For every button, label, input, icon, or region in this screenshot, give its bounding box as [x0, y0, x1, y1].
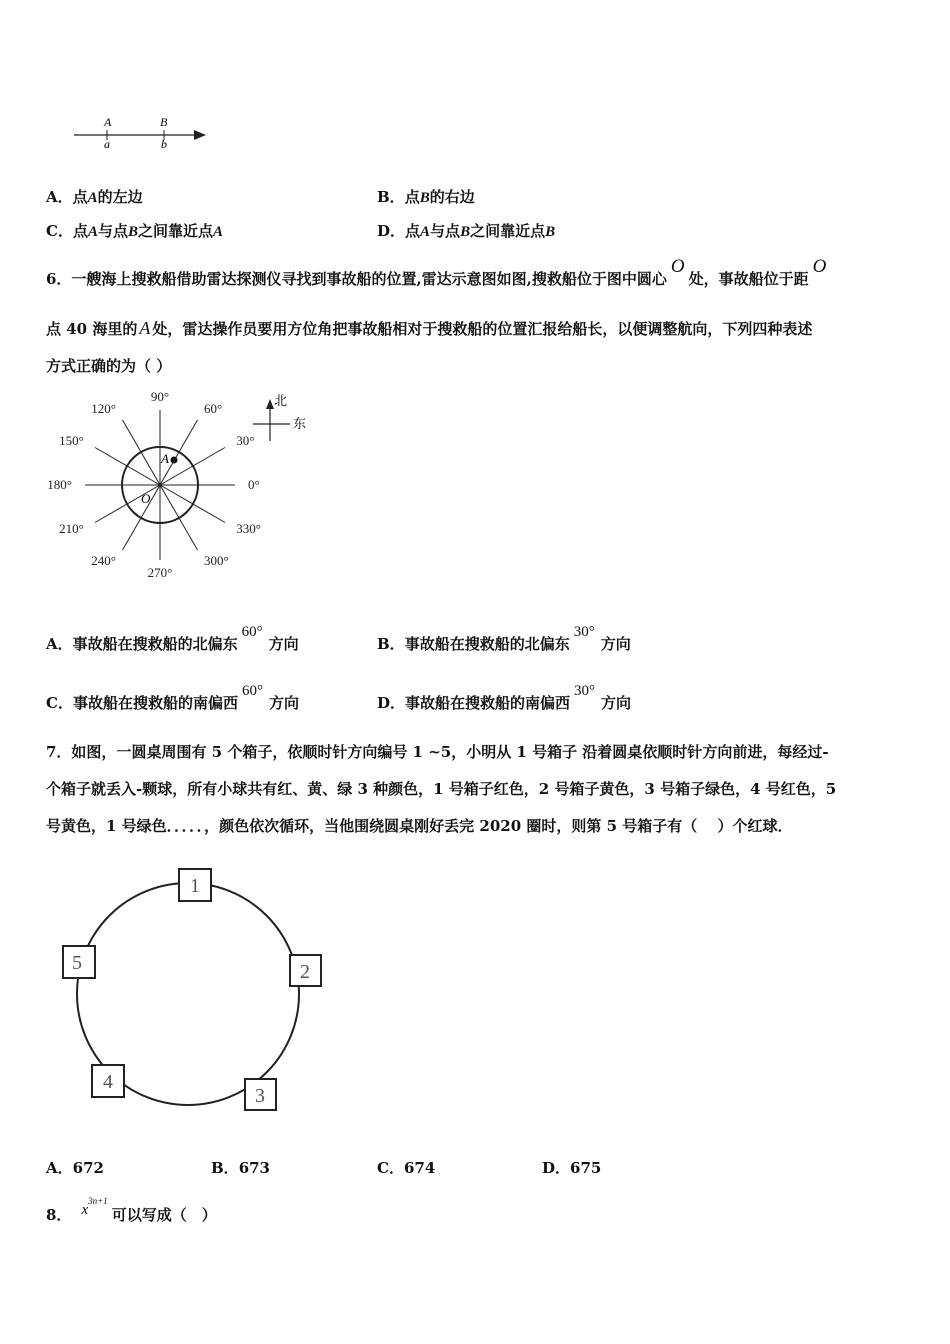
label-B: B — [160, 115, 168, 129]
option-letter: D． — [542, 1159, 571, 1177]
q5-option-C[interactable]: C．点A与点B之间靠近点A — [46, 222, 224, 240]
number-line-figure — [60, 110, 220, 155]
label-b: b — [161, 137, 167, 151]
option-letter: A． — [46, 1159, 73, 1177]
option-letter: C． — [46, 222, 73, 240]
q5-option-A[interactable]: A．点A的左边 — [46, 188, 143, 206]
svg-text:3: 3 — [255, 1085, 265, 1107]
q7-stem-line3: 号黄色，1 号绿色．．．．．，颜色依次循环，当他围绕圆桌刚好丢完 2020 圈时，则第 5 号箱子有（ ）个红球． — [46, 817, 793, 835]
option-letter: A． — [46, 635, 73, 653]
angle-label: 270° — [147, 565, 173, 580]
center-O-label: O — [141, 491, 151, 506]
q6-stem-line2: 点 40 海里的 A 处，雷达操作员要用方位角把事故船相对于搜救船的位置汇报给船长，以便调整航向，下列四种表述 — [46, 318, 813, 338]
angle-label: 210° — [59, 521, 84, 536]
angle-label: 120° — [91, 400, 116, 416]
round-table-diagram — [55, 862, 335, 1120]
svg-text:5: 5 — [72, 952, 82, 974]
q8-stem: 8． $x^{3n+1}$可以写成（ ） — [46, 1196, 217, 1224]
box-4 — [92, 1065, 124, 1097]
radar-bearing-lines — [85, 410, 235, 560]
option-letter: D． — [377, 694, 406, 712]
point-A-marker — [171, 457, 178, 464]
q6-option-B[interactable]: B．事故船在搜救船的北偏东30°方向 — [377, 624, 631, 653]
number-line-arrow — [194, 130, 206, 140]
box-1 — [179, 869, 211, 901]
angle-label: 30° — [236, 433, 255, 448]
q7-option-A[interactable]: A．672 — [46, 1159, 104, 1177]
q7-option-B[interactable]: B．673 — [211, 1159, 270, 1177]
q7-option-D[interactable]: D．675 — [542, 1159, 602, 1177]
q6-option-D[interactable]: D．事故船在搜救船的南偏西30°方向 — [377, 683, 632, 712]
option-letter: C． — [46, 694, 73, 712]
q7-option-C[interactable]: C．674 — [377, 1159, 436, 1177]
option-letter: B． — [377, 188, 405, 206]
symbol-O: O — [670, 256, 685, 277]
option-letter: A． — [46, 188, 73, 206]
option-letter: D． — [377, 222, 406, 240]
angle-label: 90° — [150, 389, 170, 404]
q6-stem-line1: 6．一艘海上搜救船借助雷达探测仪寻找到事故船的位置,雷达示意图如图,搜救船位于图中圆心O处，事故船位于距O — [46, 256, 827, 288]
power-expression: $x^{3n+1}$ — [81, 1196, 108, 1218]
angle-label: 180° — [47, 477, 72, 492]
q7-stem-line2: 个箱子就丢入-颗球，所有小球共有红、黄、绿 3 种颜色，1 号箱子红色，2 号箱子黄色，3 号箱子绿色，4 号红色，5 — [46, 780, 837, 798]
angle-label: 330° — [236, 521, 261, 536]
q5-option-D[interactable]: D．点A与点B之间靠近点B — [377, 222, 556, 240]
compass-east-label: 东 — [293, 417, 307, 432]
option-letter: C． — [377, 1159, 404, 1177]
angle-label: 0° — [248, 477, 260, 492]
svg-text:1: 1 — [190, 875, 200, 897]
symbol-A: A — [139, 318, 151, 338]
svg-text:4: 4 — [103, 1071, 113, 1093]
label-a: a — [104, 137, 110, 151]
radar-diagram — [40, 385, 330, 590]
q7-stem-line1: 7．如图，一圆桌周围有 5 个箱子，依顺时针方向编号 1 ~5，小明从 1 号箱子 沿着圆桌依顺时针方向前进，每经过- — [46, 743, 829, 761]
q6-option-C[interactable]: C．事故船在搜救船的南偏西60°方向 — [46, 683, 299, 712]
box-5 — [63, 946, 95, 978]
point-A-label: A — [161, 451, 169, 466]
q6-option-A[interactable]: A．事故船在搜救船的北偏东60°方向 — [46, 624, 299, 653]
box-2 — [290, 955, 321, 986]
compass-north-label: 北 — [274, 394, 288, 409]
symbol-O: O — [812, 256, 827, 277]
q5-option-B[interactable]: B．点B的右边 — [377, 188, 475, 206]
box-3 — [245, 1079, 276, 1110]
angle-label: 240° — [91, 553, 116, 569]
angle-label: 60° — [204, 400, 223, 416]
svg-text:2: 2 — [300, 961, 310, 983]
option-letter: B． — [377, 635, 405, 653]
q6-stem-line3: 方式正确的为（ ） — [46, 357, 172, 375]
angle-label: 150° — [59, 433, 84, 448]
label-A: A — [104, 115, 112, 129]
question-number: 8． — [46, 1206, 72, 1224]
angle-label: 300° — [204, 553, 229, 569]
option-letter: B． — [211, 1159, 239, 1177]
